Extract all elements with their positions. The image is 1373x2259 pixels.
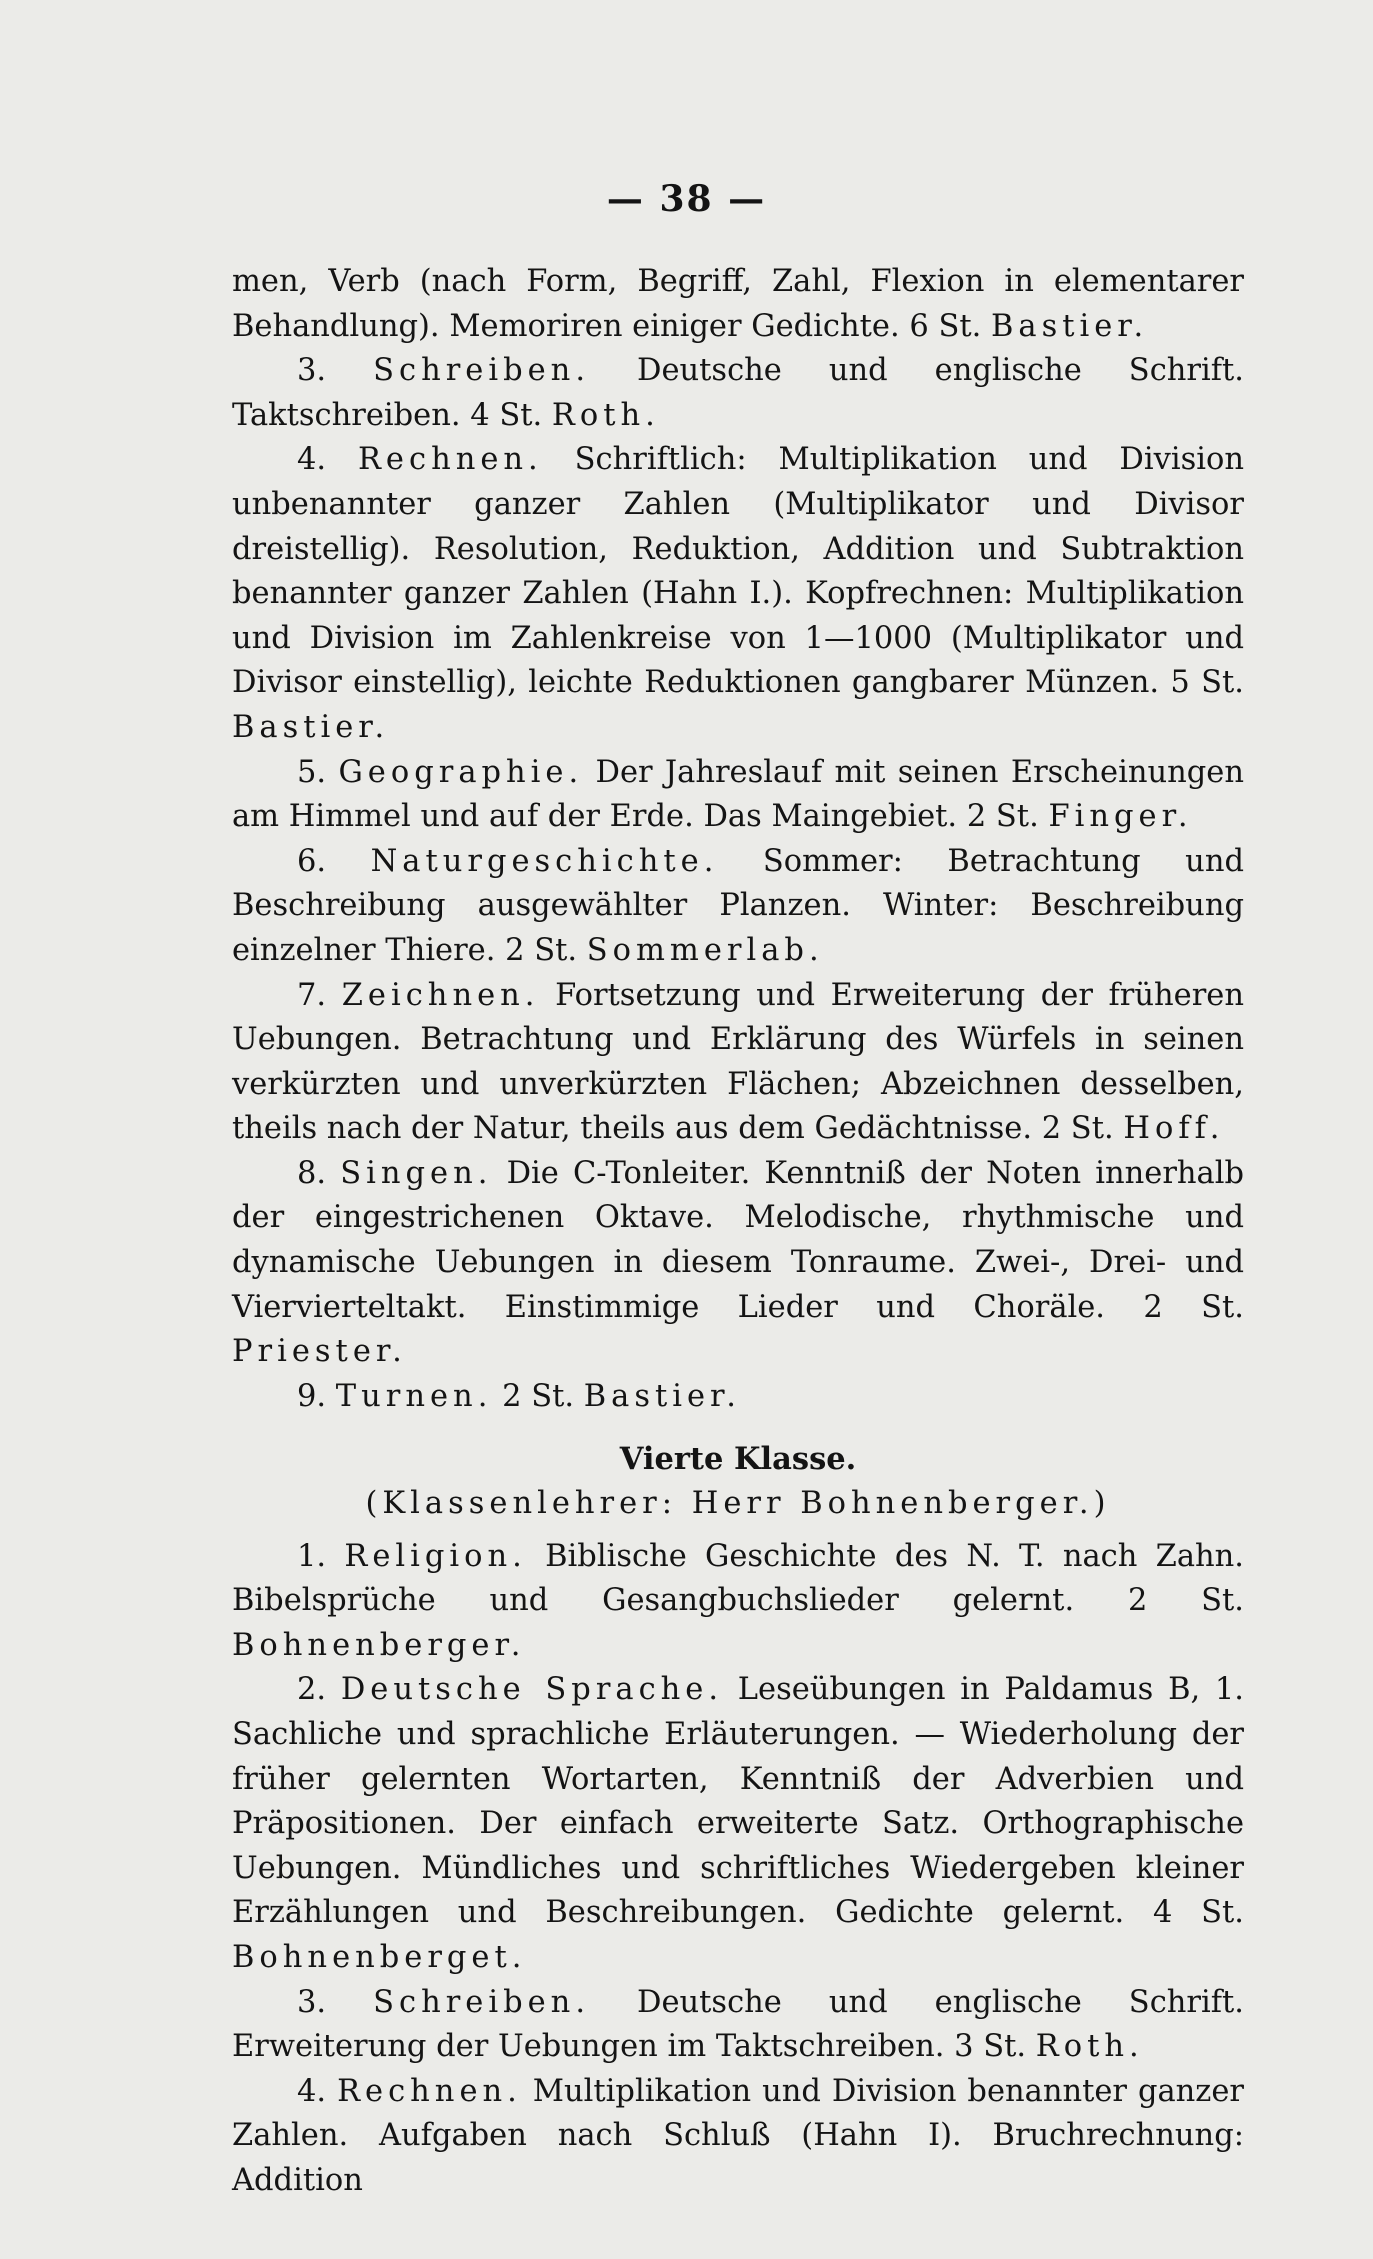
subject-rechnen-2 (232, 2070, 1244, 2204)
item-number: 3. (297, 353, 374, 389)
subject-label: Singen. (340, 1155, 493, 1191)
subject-label: Rechnen. (337, 2073, 522, 2109)
paragraph-text: 2 St. (492, 1378, 584, 1414)
subject-religion (232, 1535, 1244, 1669)
subject-label: Turnen. (335, 1378, 493, 1414)
subject-label: Deutsche Sprache. (340, 1672, 724, 1708)
section-heading: Vierte Klasse. (619, 1441, 857, 1478)
paragraph-text: Deutsche und englische Schrift. Erweiterung der Uebungen im Taktschreiben. 3 St. (232, 1984, 1245, 2065)
item-number: 6. (297, 843, 371, 879)
paragraph-text: Multiplikation und Division benannter ganzer Zahlen. Aufgaben nach Schluß (Hahn I). Bruchrechnung: Addition (232, 2073, 1245, 2198)
teacher-name: Roth. (1035, 2029, 1144, 2065)
paragraph-text: Fortsetzung und Erweiterung der früheren Uebungen. Betrachtung und Erklärung des Würfels in seinen verkürzten und unverkürzten Flächen; Abzeichnen desselben, theils nach der Natur, theils aus dem Gedächtnisse. 2 St. (232, 977, 1244, 1147)
subject-naturgeschichte (232, 840, 1244, 974)
paragraph-text: Biblische Geschichte des N. T. nach Zahn. Bibelsprüche und Gesangbuchslieder gelernt. 2 St. (232, 1538, 1244, 1619)
item-number: 2. (297, 1672, 341, 1708)
item-number: 4. (297, 2073, 338, 2109)
paragraph-text: Schriftlich: Multiplikation und Division unbenannter ganzer Zahlen (Multiplikator und Divisor dreistellig). Resolution, Reduktion, Addition und Subtraktion benannter ganzer Zahlen (Hahn I.). Kopfrechnen: Multiplikation und Division im Zahlenkreise von 1—1000 (Multiplikator und Divisor einstellig), leichte Reduktionen gangbarer Münzen. 5 St. (232, 442, 1244, 701)
paragraph-text: Deutsche und englische Schrift. Taktschreiben. 4 St. (232, 353, 1245, 433)
teacher-name: Bastier. (583, 1378, 741, 1414)
page-text (232, 260, 1244, 2204)
paragraph-text: men, Verb (nach Form, Begriff, Zahl, Flexion in elementarer Behandlung). Memoriren einiger Gedichte. 6 St. (232, 264, 1244, 344)
item-number: 9. (297, 1378, 336, 1414)
paragraph-text: Sommer: Betrachtung und Beschreibung ausgewählter Planzen. Winter: Beschreibung einzelner Thiere. 2 St. (232, 843, 1244, 968)
item-number: 7. (297, 977, 342, 1013)
section-subheading: (Klassenlehrer: Herr Bohnenberger.) (365, 1486, 1111, 1522)
subject-zeichnen (232, 974, 1244, 1152)
teacher-name: Priester. (232, 1334, 407, 1370)
subject-schreiben-2 (232, 1981, 1244, 2070)
subject-rechnen (232, 438, 1244, 750)
subject-label: Zeichnen. (341, 977, 540, 1013)
subject-geographie (232, 751, 1244, 840)
page-number: — 38 — (606, 178, 767, 220)
teacher-name: Hoff. (1123, 1111, 1225, 1147)
subject-label: Geographie. (338, 754, 584, 790)
subject-deutsche-sprache (232, 1668, 1244, 1980)
teacher-name: Bohnenberget. (232, 1939, 527, 1975)
teacher-name: Finger. (1048, 799, 1193, 835)
subject-label: Naturgeschichte. (370, 843, 719, 879)
paragraph-text: Leseübungen in Paldamus B, 1. Sachliche und sprachliche Erläuterungen. — Wiederholung der früher gelernten Wortarten, Kenntniß der Adverbien und Präpositionen. Der einfach erweiterte Satz. Orthographische Uebungen. Mündliches und schriftliches Wiedergeben kleiner Erzählungen und Beschreibungen. Gedichte gelernt. 4 St. (232, 1672, 1245, 1931)
paragraph-text: Der Jahreslauf mit seinen Erscheinungen am Himmel und auf der Erde. Das Maingebiet. 2 St. (232, 754, 1244, 835)
item-number: 8. (297, 1155, 341, 1191)
subject-label: Schreiben. (373, 1984, 591, 2020)
subject-schreiben (232, 349, 1244, 438)
teacher-name: Bastier. (991, 308, 1149, 344)
subject-label: Religion. (344, 1538, 527, 1574)
teacher-name: Sommerlab. (586, 932, 824, 968)
item-number: 3. (297, 1984, 374, 2020)
item-number: 4. (297, 442, 358, 478)
item-number: 1. (297, 1538, 345, 1574)
subject-singen (232, 1152, 1244, 1375)
paragraph-text: Die C-Tonleiter. Kenntniß der Noten innerhalb der eingestrichenen Oktave. Melodische, rhythmische und dynamische Uebungen in diesem Tonraume. Zwei-, Drei- und Viervierteltakt. Einstimmige Lieder und Choräle. 2 St. (232, 1155, 1245, 1325)
subject-label: Rechnen. (357, 442, 543, 478)
teacher-name: Roth. (551, 397, 660, 433)
subject-turnen (232, 1375, 1244, 1420)
item-number: 5. (297, 754, 339, 790)
teacher-name: Bohnenberger. (232, 1627, 526, 1663)
teacher-name: Bastier. (232, 709, 390, 745)
subject-label: Schreiben. (373, 353, 591, 389)
paragraph-continuation (232, 260, 1244, 349)
